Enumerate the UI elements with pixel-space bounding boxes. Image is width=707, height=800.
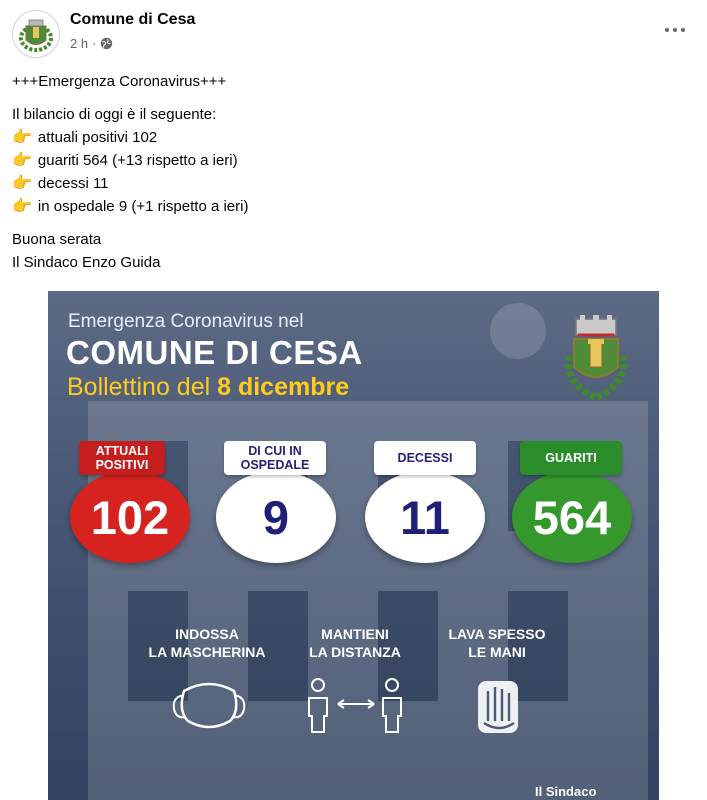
post-signature: Il Sindaco Enzo Guida bbox=[12, 254, 161, 271]
hand-wash-icon bbox=[476, 679, 522, 735]
post-header bbox=[0, 0, 707, 62]
post-list-item: 👉 in ospedale 9 (+1 rispetto a ieri) bbox=[12, 198, 249, 215]
stat-value: 564 bbox=[512, 471, 632, 563]
post-list-item: 👉 attuali positivi 102 bbox=[12, 129, 158, 146]
mask-icon bbox=[170, 677, 248, 733]
poster-subtitle: Emergenza Coronavirus nel bbox=[68, 311, 304, 332]
post-image[interactable] bbox=[0, 291, 707, 800]
post-time[interactable]: 2 h bbox=[70, 36, 89, 51]
stat-value: 9 bbox=[216, 471, 336, 563]
dot-icon bbox=[681, 28, 685, 32]
advice-distance: MANTIENI LA DISTANZA bbox=[309, 626, 401, 660]
post-meta: 2 h · bbox=[70, 36, 113, 51]
distance-icon bbox=[304, 676, 408, 734]
crest-icon bbox=[16, 14, 56, 54]
dot-icon bbox=[665, 28, 669, 32]
stat-value: 11 bbox=[365, 471, 485, 563]
advice-mask: INDOSSA LA MASCHERINA bbox=[148, 626, 266, 660]
globe-icon bbox=[100, 37, 113, 50]
post-intro: Il bilancio di oggi è il seguente: bbox=[12, 106, 217, 123]
stat-label: DECESSI bbox=[374, 441, 476, 475]
page-avatar[interactable] bbox=[12, 10, 60, 58]
poster-footer: Il Sindaco bbox=[535, 784, 597, 799]
poster-title: COMUNE DI CESA bbox=[66, 334, 363, 371]
more-options-button[interactable] bbox=[661, 20, 689, 40]
page-name-link[interactable]: Comune di Cesa bbox=[70, 11, 196, 28]
advice-hands: LAVA SPESSO LE MANI bbox=[448, 626, 546, 660]
municipal-crest-icon bbox=[556, 311, 636, 401]
pointing-hand-icon: 👉 bbox=[12, 152, 32, 169]
pointing-hand-icon: 👉 bbox=[12, 175, 32, 192]
poster-bollettino: Bollettino del 8 dicembre bbox=[67, 373, 350, 401]
stat-value: 102 bbox=[70, 471, 190, 563]
post-closing: Buona serata bbox=[12, 231, 102, 248]
pointing-hand-icon: 👉 bbox=[12, 198, 32, 215]
post-headline: +++Emergenza Coronavirus+++ bbox=[12, 73, 227, 90]
bulletin-poster bbox=[48, 291, 659, 800]
post-message bbox=[12, 70, 695, 274]
pointing-hand-icon: 👉 bbox=[12, 129, 32, 146]
stat-label: GUARITI bbox=[520, 441, 622, 475]
stat-label: DI CUI IN OSPEDALE bbox=[224, 441, 326, 475]
stat-label: ATTUALI POSITIVI bbox=[79, 441, 165, 475]
post-list-item: 👉 guariti 564 (+13 rispetto a ieri) bbox=[12, 152, 238, 169]
post-list-item: 👉 decessi 11 bbox=[12, 175, 109, 192]
dot-icon bbox=[673, 28, 677, 32]
